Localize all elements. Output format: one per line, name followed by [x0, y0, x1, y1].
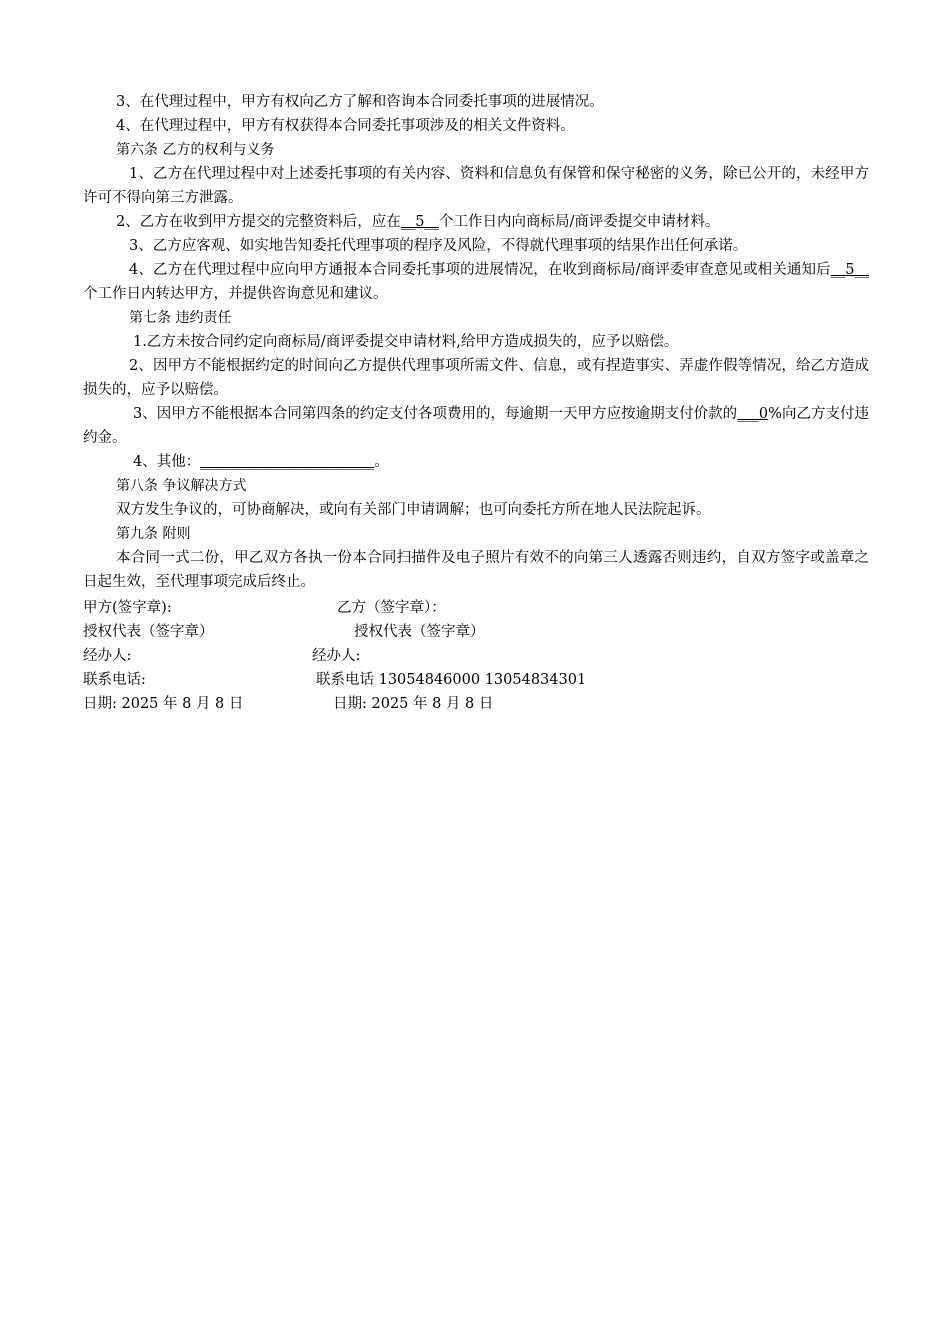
- article-7-item-2: 2、因甲方不能根据约定的时间向乙方提供代理事项所需文件、信息，或有捏造事实、弄虚作假等情况，给乙方造成损失的，应予以赔偿。: [83, 358, 869, 398]
- party-a-rep: 授权代表（签字章）: [83, 624, 214, 640]
- article-9-text: 本合同一式二份，甲乙双方各执一份本合同扫描件及电子照片有效不的向第三人透露否则违约，自双方签字或盖章之日起生效，至代理事项完成后终止。: [83, 550, 869, 590]
- article-6-item-4: [83, 258, 869, 306]
- article-7-item-4-blank: ________________________: [200, 454, 375, 470]
- signature-row-phone: [83, 668, 869, 692]
- party-b-rep: 授权代表（签字章）: [354, 624, 485, 640]
- party-b-phone: 联系电话 13054846000 13054834301: [316, 672, 587, 688]
- party-a-date: 日期: 2025 年 8 月 8 日: [83, 696, 244, 712]
- article-8-text: 双方发生争议的，可协商解决，或向有关部门申请调解；也可向委托方所在地人民法院起诉。: [116, 502, 711, 518]
- signature-row-rep: [83, 620, 869, 644]
- article-7-item-4-text: 4、其他：: [133, 454, 201, 470]
- paragraph-3: 3、在代理过程中，甲方有权向乙方了解和咨询本合同委托事项的进展情况。: [116, 94, 604, 110]
- contract-body: [83, 90, 869, 594]
- article-6-item-2-text: 2、乙方在收到甲方提交的完整资料后，应在: [116, 214, 401, 230]
- article-6-item-4-tail: 个工作日内转达甲方，并提供咨询意见和建议。: [83, 286, 388, 302]
- signature-row-date: [83, 692, 869, 716]
- article-7-item-3-text: 3、因甲方不能根据本合同第四条的约定支付各项费用的，每逾期一天甲方应按逾期支付价款的: [133, 406, 738, 422]
- party-b-label: 乙方（签字章）：: [337, 600, 446, 616]
- article-6-heading: 第六条 乙方的权利与义务: [116, 142, 275, 158]
- signature-block: [83, 596, 869, 716]
- signature-row-handler: [83, 644, 869, 668]
- article-6-item-2: [83, 210, 869, 234]
- party-a-phone: 联系电话:: [83, 672, 146, 688]
- article-7-heading: 第七条 违约责任: [129, 310, 232, 326]
- article-6-item-2-days: __5__: [400, 214, 439, 230]
- paragraph-4: 4、在代理过程中，甲方有权获得本合同委托事项涉及的相关文件资料。: [116, 118, 575, 134]
- party-b-handler: 经办人:: [312, 648, 361, 664]
- party-a-handler: 经办人:: [83, 648, 132, 664]
- article-7-item-4: [83, 450, 869, 474]
- article-8-heading: 第八条 争议解决方式: [116, 478, 247, 494]
- article-6-item-3: 3、乙方应客观、如实地告知委托代理事项的程序及风险，不得就代理事项的结果作出任何承诺。: [129, 238, 748, 254]
- article-9-heading: 第九条 附则: [116, 526, 191, 542]
- article-6-item-4-text: 4、乙方在代理过程中应向甲方通报本合同委托事项的进展情况，在收到商标局/商评委审查意见或相关通知后: [129, 262, 831, 278]
- article-6-item-1: 1、乙方在代理过程中对上述委托事项的有关内容、资料和信息负有保管和保守秘密的义务，除已公开的，未经甲方许可不得向第三方泄露。: [83, 166, 869, 206]
- article-6-item-4-days: __5__: [830, 262, 869, 278]
- article-7-item-3-rate: ___0: [737, 406, 769, 422]
- signature-row-party: [83, 596, 869, 620]
- article-6-item-2-tail: 个工作日内向商标局/商评委提交申请材料。: [438, 214, 720, 230]
- party-b-date: 日期: 2025 年 8 月 8 日: [333, 696, 494, 712]
- article-7-item-3: [83, 402, 869, 450]
- article-7-item-4-tail: 。: [374, 454, 389, 470]
- party-a-label: 甲方(签字章):: [83, 600, 172, 616]
- article-7-item-1: 1.乙方未按合同约定向商标局/商评委提交申请材料,给甲方造成损失的，应予以赔偿。: [133, 334, 679, 350]
- article-7-item-3-tail: %向乙方支付违约金。: [83, 406, 869, 446]
